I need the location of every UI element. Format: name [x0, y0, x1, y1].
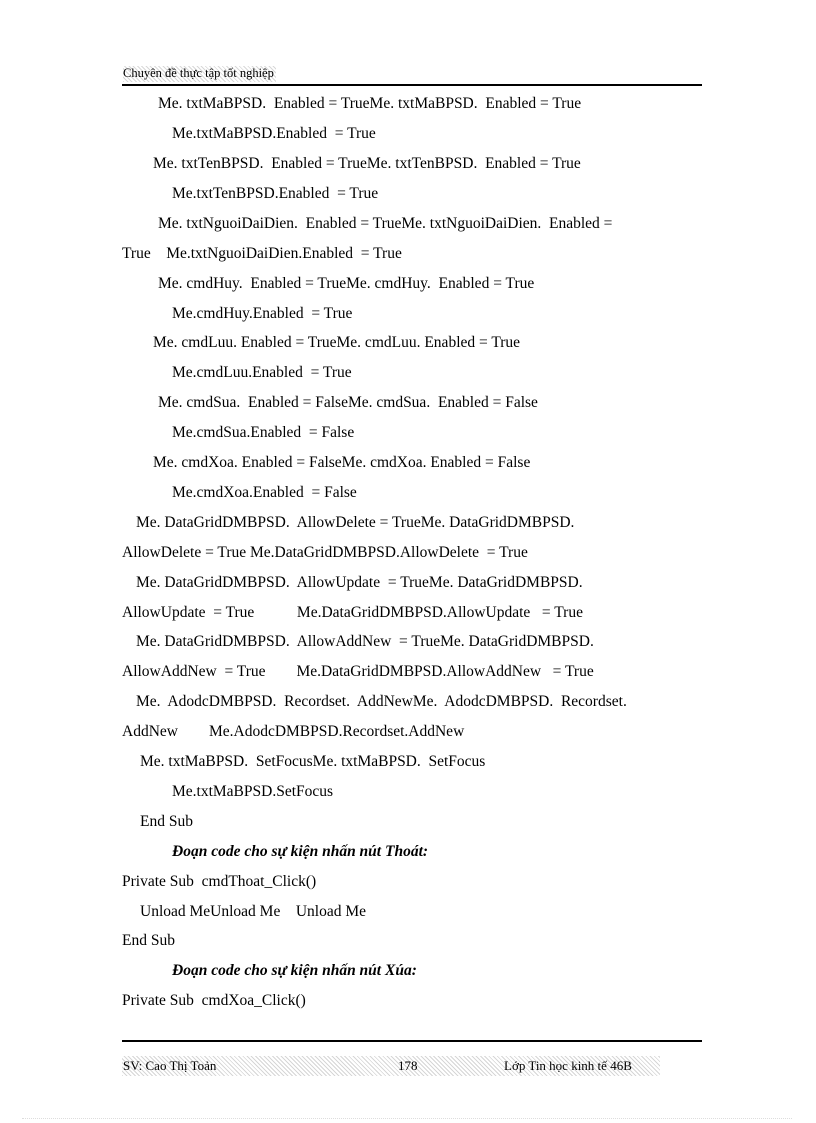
footer-rule	[122, 1040, 702, 1042]
code-line: Me. txtTenBPSD. Enabled = TrueMe. txtTenBPSD. Enabled = True	[153, 155, 581, 172]
header-title: Chuyên đề thực tập tốt nghiệp	[123, 66, 274, 80]
section-heading: Đoạn code cho sự kiện nhấn nút Xúa:	[172, 962, 417, 979]
code-line: Unload MeUnload Me Unload Me	[140, 903, 366, 920]
code-line: Me.txtTenBPSD.Enabled = True	[172, 185, 379, 202]
code-line: Private Sub cmdThoat_Click()	[122, 873, 317, 890]
code-line: Me.cmdXoa.Enabled = False	[172, 484, 357, 501]
code-line: Me. AdodcDMBPSD. Recordset. AddNewMe. AdodcDMBPSD. Recordset.	[136, 693, 627, 710]
code-line: AllowAddNew = True Me.DataGridDMBPSD.AllowAddNew = True	[122, 663, 594, 680]
code-line: Me.cmdHuy.Enabled = True	[172, 305, 353, 322]
code-line: Me.cmdSua.Enabled = False	[172, 424, 355, 441]
footer-student: SV: Cao Thị Toản	[123, 1058, 217, 1073]
code-line: Me. cmdSua. Enabled = FalseMe. cmdSua. Enabled = False	[158, 394, 538, 411]
code-line: AddNew Me.AdodcDMBPSD.Recordset.AddNew	[122, 723, 465, 740]
code-line: AllowUpdate = True Me.DataGridDMBPSD.AllowUpdate = True	[122, 604, 583, 621]
code-line: Private Sub cmdXoa_Click()	[122, 992, 306, 1009]
footer-page-number: 178	[398, 1058, 418, 1073]
page-bottom-edge	[22, 1118, 792, 1119]
code-line: Me. cmdHuy. Enabled = TrueMe. cmdHuy. Enabled = True	[158, 275, 535, 292]
code-line: Me. DataGridDMBPSD. AllowAddNew = TrueMe. DataGridDMBPSD.	[136, 633, 594, 650]
code-line: Me. txtMaBPSD. Enabled = TrueMe. txtMaBPSD. Enabled = True	[158, 95, 582, 112]
code-line: True Me.txtNguoiDaiDien.Enabled = True	[122, 245, 402, 262]
code-line: Me.txtMaBPSD.SetFocus	[172, 783, 334, 800]
section-heading: Đoạn code cho sự kiện nhấn nút Thoát:	[172, 843, 429, 860]
code-line: Me. DataGridDMBPSD. AllowUpdate = TrueMe. DataGridDMBPSD.	[136, 574, 583, 591]
code-line: Me. txtMaBPSD. SetFocusMe. txtMaBPSD. SetFocus	[140, 753, 486, 770]
code-line: End Sub	[140, 813, 193, 830]
code-line: Me. cmdXoa. Enabled = FalseMe. cmdXoa. Enabled = False	[153, 454, 531, 471]
code-line: End Sub	[122, 932, 175, 949]
page-footer	[122, 1056, 660, 1076]
code-line: Me.txtMaBPSD.Enabled = True	[172, 125, 376, 142]
code-line: Me. DataGridDMBPSD. AllowDelete = TrueMe. DataGridDMBPSD.	[136, 514, 575, 531]
code-line: AllowDelete = True Me.DataGridDMBPSD.AllowDelete = True	[122, 544, 528, 561]
code-line: Me. cmdLuu. Enabled = TrueMe. cmdLuu. Enabled = True	[153, 334, 521, 351]
page-header	[122, 64, 702, 86]
code-line: Me. txtNguoiDaiDien. Enabled = TrueMe. txtNguoiDaiDien. Enabled =	[158, 215, 613, 232]
footer-class-name: Lớp Tin học kinh tế 46B	[504, 1058, 632, 1073]
code-line: Me.cmdLuu.Enabled = True	[172, 364, 352, 381]
